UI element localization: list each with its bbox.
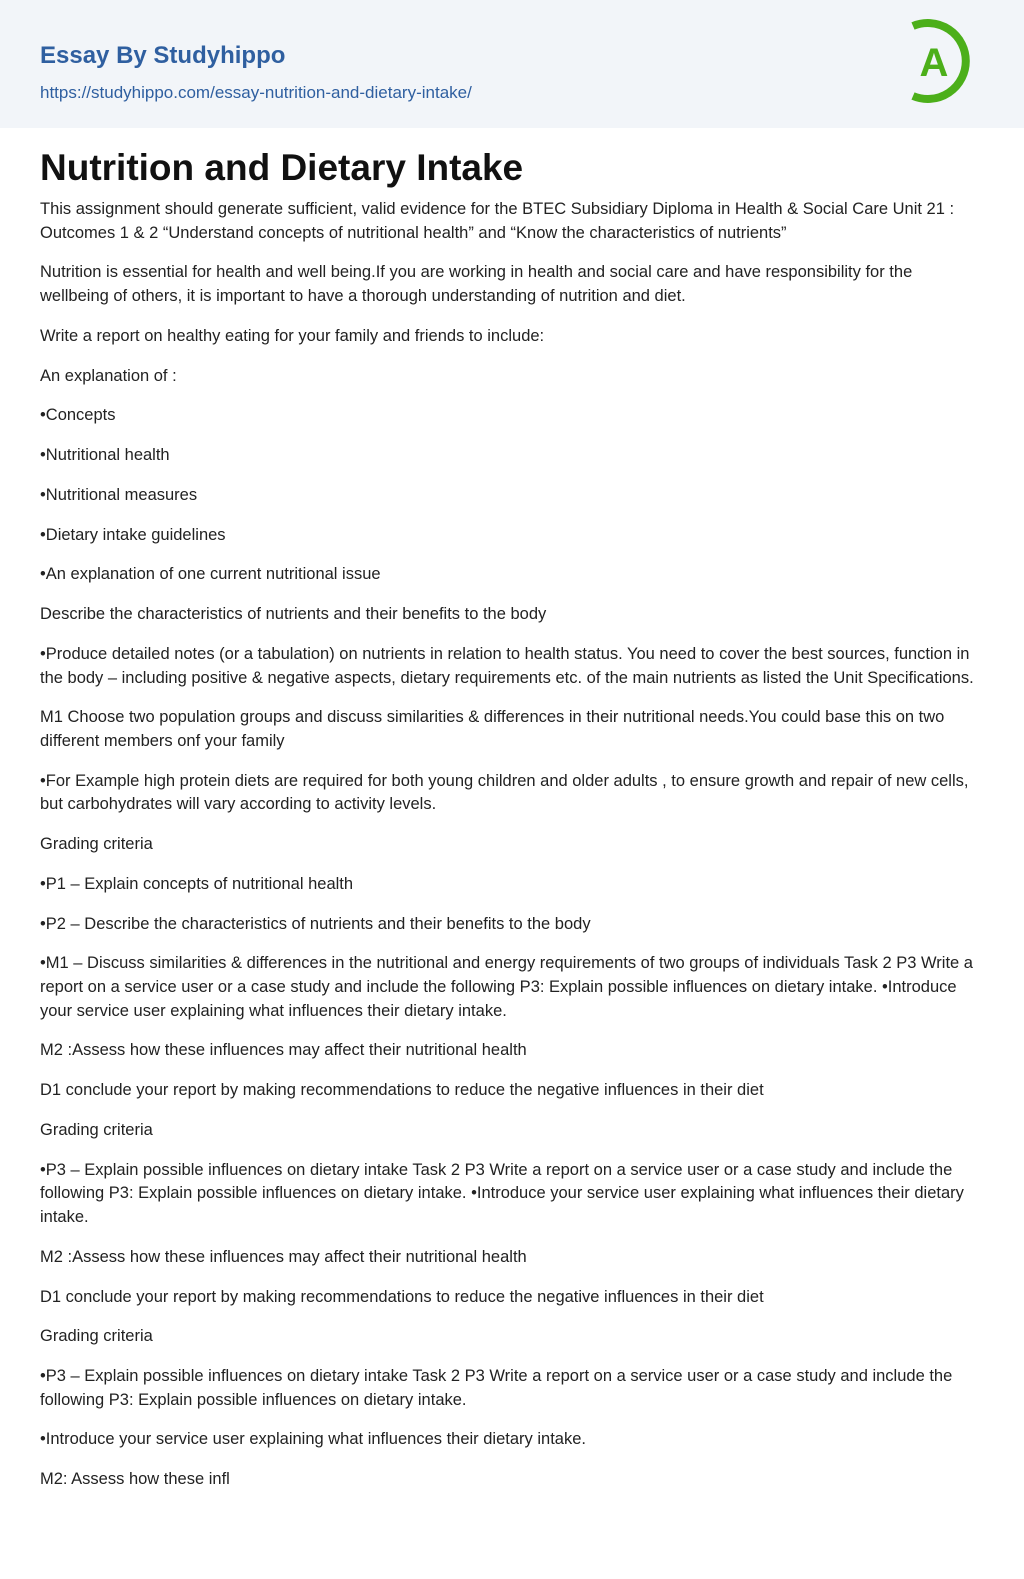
logo-letter: A	[919, 41, 949, 85]
paragraph: M2 :Assess how these influences may affect their nutritional health	[40, 1041, 527, 1060]
bullet-item: •Nutritional measures	[40, 485, 198, 504]
brand-title[interactable]: Essay By Studyhippo	[40, 42, 286, 69]
section-label: Grading criteria	[40, 835, 153, 854]
bullet-item: •An explanation of one current nutritional issue	[40, 565, 381, 584]
studyhippo-logo-icon[interactable]	[898, 14, 984, 108]
bullet-item: •Introduce your service user explaining what influences their dietary intake.	[40, 1430, 586, 1449]
bullet-item: •M1 – Discuss similarities & differences in the nutritional and energy requirements of two groups of individuals Task 2 P3 Write a report on a service user or a case study and include the following P3: Explain possible influences on dietary intake. •Introduce your service user explaining what influences their dietary intake.	[40, 954, 973, 1020]
bullet-item: •Produce detailed notes (or a tabulation) on nutrients in relation to health status. You need to cover the best sources, function in the body – including positive & negative aspects, dietary requirements etc. of the main nutrients as listed the Unit Specifications.	[40, 645, 974, 687]
page-title: Nutrition and Dietary Intake	[40, 147, 524, 188]
essay-url-link[interactable]: https://studyhippo.com/essay-nutrition-and-dietary-intake/	[40, 83, 472, 102]
paragraph: M1 Choose two population groups and discuss similarities & differences in their nutritional needs.You could base this on two different members onf your family	[40, 708, 945, 750]
paragraph: D1 conclude your report by making recommendations to reduce the negative influences in their diet	[40, 1287, 764, 1306]
paragraph: An explanation of :	[40, 366, 177, 385]
bullet-item: •Dietary intake guidelines	[40, 525, 226, 544]
bullet-item: •P3 – Explain possible influences on dietary intake Task 2 P3 Write a report on a service user or a case study and include the following P3: Explain possible influences on dietary intake. •Introduce your service user explaining what influences their dietary intake.	[40, 1160, 964, 1226]
section-label: Grading criteria	[40, 1121, 153, 1139]
bullet-item: •Concepts	[40, 406, 116, 425]
paragraph: M2: Assess how these infl	[40, 1470, 230, 1489]
section-label: Grading criteria	[40, 1327, 153, 1346]
paragraph: This assignment should generate sufficient, valid evidence for the BTEC Subsidiary Diploma in Health & Social Care Unit 21 : Outcomes 1 & 2 “Understand concepts of nutritional health” and “Know the characteristics of nutrients”	[40, 200, 955, 242]
paragraph: Describe the characteristics of nutrients and their benefits to the body	[40, 605, 547, 624]
paragraph: Write a report on healthy eating for your family and friends to include:	[40, 326, 545, 345]
bullet-item: •For Example high protein diets are required for both young children and older adults , to ensure growth and repair of new cells, but carbohydrates will vary according to activity levels.	[40, 771, 969, 814]
site-header	[0, 0, 1024, 128]
paragraph: M2 :Assess how these influences may affect their nutritional health	[40, 1247, 527, 1266]
paragraph: D1 conclude your report by making recommendations to reduce the negative influences in their diet	[40, 1081, 764, 1100]
bullet-item: •P3 – Explain possible influences on dietary intake Task 2 P3 Write a report on a service user or a case study and include the following P3: Explain possible influences on dietary intake.	[40, 1367, 953, 1409]
bullet-item: •P1 – Explain concepts of nutritional health	[40, 874, 354, 893]
paragraph: Nutrition is essential for health and well being.If you are working in health and social care and have responsibility for the wellbeing of others, it is important to have a thorough understanding of nutrition and diet.	[40, 263, 913, 305]
article-body	[0, 128, 1024, 1492]
bullet-item: •P2 – Describe the characteristics of nutrients and their benefits to the body	[40, 914, 591, 933]
bullet-item: •Nutritional health	[40, 446, 170, 465]
